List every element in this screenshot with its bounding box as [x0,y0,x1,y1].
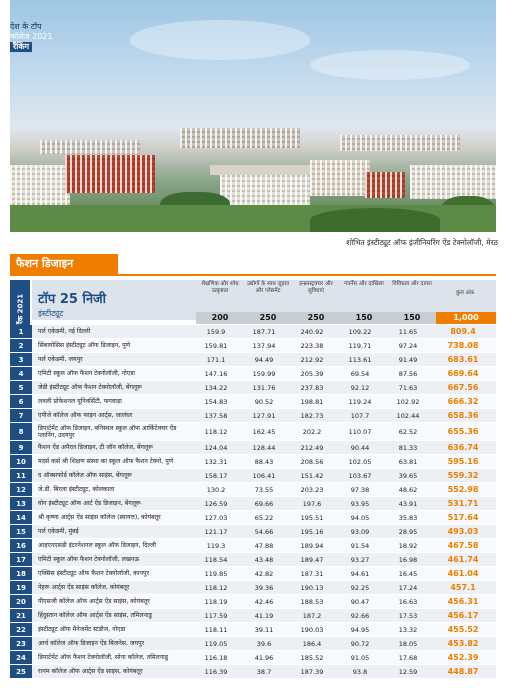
score-cell: 195.16 [300,527,324,536]
score-cell: 119.85 [204,569,228,578]
tag-line-1: देश के टॉप [10,22,42,31]
score-cell: 18.05 [398,639,418,648]
ranking-table [10,325,496,679]
score-cell: 186.4 [302,639,322,648]
score-cell: 93.27 [350,555,370,564]
score-cell: 198.81 [300,397,324,406]
table-row [10,637,496,651]
score-cell: 106.41 [252,471,276,480]
column-header: इन्फ्रास्ट्रक्चर और सुविधाएं [299,281,333,294]
total-score: 738.08 [447,341,479,350]
score-cell: 93.95 [350,499,370,508]
score-cell: 42.82 [254,569,274,578]
score-cell: 151.42 [300,471,324,480]
column-header: कुल अंक [455,290,475,296]
score-cell: 182.73 [300,411,324,420]
total-score: 667.56 [447,383,479,392]
score-cell: 118.19 [204,597,228,606]
institute-name: पर्ल एकेडमी, मुंबई [38,528,79,535]
score-cell: 92.25 [350,583,370,592]
score-cell: 16.45 [398,569,418,578]
institute-name: लवली प्रोफेशनल यूनिवर्सिटी, फगवाड़ा [38,398,122,405]
max-marks: 250 [259,313,277,322]
total-score: 448.87 [447,667,479,676]
rank-cell: 5 [10,381,32,394]
table-row [10,595,496,609]
score-cell: 130.2 [206,485,226,494]
table-row [10,325,496,339]
score-cell: 102.05 [348,457,372,466]
institute-name: हिंदुस्तान कॉलेज ऑफ आर्ट्स ऐंड साइंस, तमिलनाडु [38,612,152,619]
table-row [10,353,496,367]
table-row [10,623,496,637]
table-row [10,339,496,353]
score-cell: 91.05 [350,653,370,662]
score-cell: 69.66 [254,499,274,508]
building [10,165,70,207]
building [180,128,300,148]
score-cell: 128.44 [252,443,276,452]
total-score: 655.36 [447,427,479,436]
institute-name: श्री कृष्णा आर्ट्स ऐंड साइंस कॉलेज (स्वायत्त), कोयंबतूर [38,514,161,521]
score-cell: 16.98 [398,555,418,564]
ranking-tag [10,22,52,52]
score-cell: 11.65 [398,327,418,336]
score-cell: 47.88 [254,541,274,550]
institute-name: आइएनएसडी इंटरनेशनल स्कूल ऑफ डिजाइन, दिल्ली [38,542,157,549]
score-cell: 131.76 [252,383,276,392]
table-row [10,455,496,469]
institute-name: डिपार्टमेंट ऑफ फैशन टेक्नोलॉजी, सोना कॉलेज, तमिलनाडु [38,654,169,661]
institute-name: डिपार्टमेंट ऑफ डिजाइन, बनिस्थल स्कूल ऑफ आर्किटेक्चर ऐंड प्लानिंग, उदयपुर [38,424,177,439]
score-cell: 92.66 [350,611,370,620]
score-cell: 93.09 [350,527,370,536]
table-row [10,539,496,553]
score-cell: 121.17 [204,527,228,536]
score-cell: 107.7 [350,411,370,420]
rank-cell: 12 [10,483,32,496]
max-marks: 250 [307,313,325,322]
score-cell: 94.95 [350,625,370,634]
column-header: उद्योगों के साथ जुड़ाव और प्लेसमेंट [246,281,290,294]
total-score: 669.64 [447,369,479,378]
score-cell: 223.38 [300,341,324,350]
score-cell: 69.54 [350,369,370,378]
score-cell: 43.48 [254,555,274,564]
rank-cell: 18 [10,567,32,580]
rank-cell: 15 [10,525,32,538]
score-cell: 158.17 [204,471,228,480]
score-cell: 71.63 [398,383,418,392]
score-cell: 237.83 [300,383,324,392]
total-score: 517.64 [447,513,479,522]
score-cell: 197.6 [302,499,322,508]
column-header: गवर्नेंस और दाखिला [344,281,384,287]
score-cell: 189.94 [300,541,324,550]
score-cell: 188.53 [300,597,324,606]
institute-name: इंस्टीट्यूट ऑफ मैनेजमेंट स्टडीज, नोएडा [38,626,126,633]
score-cell: 42.46 [254,597,274,606]
institute-name: सिंबायोसिस इंस्टीट्यूट ऑफ डिजाइन, पुणे [38,342,131,349]
total-score: 531.71 [447,499,479,508]
rank-cell: 21 [10,609,32,622]
score-cell: 90.47 [350,597,370,606]
max-marks-total: 1,000 [436,312,496,324]
trees [310,208,440,232]
total-score: 809.4 [450,327,476,336]
table-row [10,395,496,409]
table-row [10,409,496,423]
institute-name: रत्नम कॉलेज ऑफ आर्ट्स ऐंड साइंस, कोयंबतूर [38,668,143,675]
score-cell: 162.45 [252,427,276,436]
table-row [10,483,496,497]
total-score: 467.58 [447,541,479,550]
score-cell: 54.66 [254,527,274,536]
score-cell: 88.43 [254,457,274,466]
score-cell: 116.18 [204,653,228,662]
table-row [10,441,496,455]
score-cell: 187.2 [302,611,322,620]
score-cell: 189.47 [300,555,324,564]
rank-cell: 16 [10,539,32,552]
score-cell: 48.62 [398,485,418,494]
score-cell: 187.39 [300,667,324,676]
score-cell: 35.83 [398,513,418,522]
score-cell: 16.63 [398,597,418,606]
score-cell: 97.24 [398,341,418,350]
building [310,160,370,196]
total-score: 456.17 [447,611,479,620]
score-cell: 87.56 [398,369,418,378]
score-cell: 185.52 [300,653,324,662]
rank-cell: 13 [10,497,32,510]
total-score: 453.82 [447,639,479,648]
building [340,135,460,151]
institute-name: एमिटी स्कूल ऑफ फैशन टेक्नोलॉजी, लखनऊ [38,556,140,563]
table-title: टॉप 25 निजी [38,292,107,307]
rank-cell: 1 [10,325,32,338]
rank-cell: 14 [10,511,32,524]
total-score: 455.52 [447,625,479,634]
side-label: रैंक 2021 [10,280,30,338]
institute-name: मदर्स कर्स श्री शिक्षण संस्था का स्कूल ऑफ फैशन टेक्नो, पुणे [38,458,174,465]
rank-cell: 24 [10,651,32,664]
total-score: 461.04 [447,569,479,578]
score-cell: 62.52 [398,427,418,436]
tag-line-2: कॉलेज 2021 [10,32,53,41]
score-cell: 154.83 [204,397,228,406]
rank-cell: 9 [10,441,32,454]
institute-name: नेहरू आर्ट्स ऐंड साइंस कॉलेज, कोयंबतूर [38,584,130,591]
score-cell: 113.61 [348,355,372,364]
cloud [310,50,470,80]
score-cell: 93.8 [352,667,368,676]
score-cell: 39.6 [256,639,272,648]
score-cell: 12.59 [398,667,418,676]
total-score: 452.39 [447,653,479,662]
score-cell: 41.19 [254,611,274,620]
table-subtitle: इंस्टीट्यूट [38,309,64,318]
institute-name: पर्ल एकेडमी, नई दिल्ली [38,328,91,335]
total-score: 552.98 [447,485,479,494]
score-cell: 137.94 [252,341,276,350]
rank-cell: 10 [10,455,32,468]
photo-caption: शोभित इंस्टीट्यूट ऑफ इंजीनियरिंग ऐंड टेक्नोलॉजी, मेरठ [346,238,498,247]
score-cell: 159.99 [252,369,276,378]
column-header: विविधता और दायरा [392,281,432,287]
score-cell: 205.39 [300,369,324,378]
score-cell: 212.92 [300,355,324,364]
score-cell: 147.16 [204,369,228,378]
score-cell: 91.49 [398,355,418,364]
score-cell: 127.91 [252,411,276,420]
score-cell: 97.38 [350,485,370,494]
score-cell: 119.3 [206,541,226,550]
score-cell: 94.05 [350,513,370,522]
score-cell: 39.65 [398,471,418,480]
rank-cell: 8 [10,423,32,440]
total-score: 457.1 [450,583,476,592]
table-row [10,511,496,525]
total-score: 658.36 [447,411,479,420]
campus-photo [10,0,496,232]
total-score: 683.61 [447,355,479,364]
total-score: 456.31 [447,597,479,606]
score-cell: 127.03 [204,513,228,522]
score-cell: 118.12 [204,583,228,592]
table-row [10,609,496,623]
rank-cell: 2 [10,339,32,352]
score-cell: 90.72 [350,639,370,648]
tag-line-3: रैंकिंग [10,42,32,52]
score-cell: 91.54 [350,541,370,550]
table-row [10,525,496,539]
table-row [10,367,496,381]
score-cell: 90.52 [254,397,274,406]
score-cell: 202.2 [302,427,322,436]
score-cell: 119.24 [348,397,372,406]
institute-name: फैशन ऐंड अपैरल डिजाइन, टी जॉन कॉलेज, बेंगलूरू [38,444,153,451]
score-cell: 17.24 [398,583,418,592]
score-cell: 118.11 [204,625,228,634]
score-cell: 195.51 [300,513,324,522]
total-score: 461.74 [447,555,479,564]
score-cell: 240.92 [300,327,324,336]
rank-cell: 19 [10,581,32,594]
score-cell: 94.49 [254,355,274,364]
rank-cell: 3 [10,353,32,366]
roof [210,165,320,175]
score-cell: 203.23 [300,485,324,494]
max-marks: 200 [211,313,229,322]
max-marks: 150 [355,313,373,322]
rank-cell: 11 [10,469,32,482]
score-cell: 81.33 [398,443,418,452]
table-row [10,651,496,665]
score-cell: 119.05 [204,639,228,648]
score-cell: 212.49 [300,443,324,452]
score-cell: 171.1 [206,355,226,364]
score-cell: 159.81 [204,341,228,350]
score-cell: 109.22 [348,327,372,336]
score-cell: 190.13 [300,583,324,592]
table-row [10,553,496,567]
score-cell: 102.44 [396,411,420,420]
institute-name: पर्ल एकेडमी, जयपुर [38,356,83,363]
institute-name: जे.डी. बिरला इंस्टीट्यूट, कोलकाता [38,486,115,493]
score-cell: 92.12 [350,383,370,392]
score-cell: 132.31 [204,457,228,466]
institute-name: एमिटी स्कूल ऑफ फैशन टेक्नोलॉजी, नोएडा [38,370,136,377]
table-row [10,665,496,679]
score-cell: 18.92 [398,541,418,550]
total-score: 559.32 [447,471,479,480]
score-cell: 39.11 [254,625,274,634]
institute-name: वोग इंस्टीट्यूट ऑफ आर्ट ऐंड डिजाइन, बेंगलूरू [38,500,141,507]
score-cell: 187.71 [252,327,276,336]
score-cell: 17.53 [398,611,418,620]
score-cell: 102.92 [396,397,420,406]
score-cell: 187.31 [300,569,324,578]
rank-cell: 4 [10,367,32,380]
score-cell: 134.22 [204,383,228,392]
rank-cell: 25 [10,665,32,678]
score-cell: 126.59 [204,499,228,508]
rank-cell: 20 [10,595,32,608]
institute-name: द ऑक्सफोर्ड कॉलेज ऑफ साइंस, बेंगलूरू [38,472,132,479]
score-cell: 39.36 [254,583,274,592]
rank-cell: 17 [10,553,32,566]
table-row [10,497,496,511]
table-title-block [38,288,106,319]
score-cell: 208.56 [300,457,324,466]
section-divider [10,274,496,276]
score-cell: 110.07 [348,427,372,436]
institute-name: आर्च कॉलेज ऑफ डिजाइन ऐंड बिजनेस, जयपुर [38,640,145,647]
score-cell: 13.32 [398,625,418,634]
table-row [10,581,496,595]
score-cell: 28.95 [398,527,418,536]
total-score: 493.03 [447,527,479,536]
score-cell: 119.71 [348,341,372,350]
building [40,140,140,154]
score-cell: 137.58 [204,411,228,420]
score-cell: 190.03 [300,625,324,634]
rank-cell: 7 [10,409,32,422]
table-row [10,381,496,395]
building [365,172,405,198]
institute-name: एपीजे कॉलेज ऑफ फाइन आर्ट्स, जालंधर [38,412,133,419]
score-cell: 116.39 [204,667,228,676]
score-cell: 65.22 [254,513,274,522]
score-cell: 118.54 [204,555,228,564]
rank-cell: 22 [10,623,32,636]
section-title: फैशन डिजाइन [10,254,118,274]
score-cell: 103.67 [348,471,372,480]
table-row [10,469,496,483]
building [65,155,155,193]
score-cell: 63.81 [398,457,418,466]
column-header: शैक्षणिक और शोध उत्कृष्टता [201,281,239,294]
institute-name: पीएसजी कॉलेज ऑफ आर्ट्स ऐंड साइंस, कोयंबतूर [38,598,150,605]
score-cell: 38.7 [256,667,272,676]
score-cell: 73.55 [254,485,274,494]
score-cell: 159.9 [206,327,226,336]
rank-cell: 23 [10,637,32,650]
score-cell: 124.04 [204,443,228,452]
rank-cell: 6 [10,395,32,408]
score-cell: 43.91 [398,499,418,508]
score-cell: 94.61 [350,569,370,578]
building [410,165,496,199]
score-cell: 41.96 [254,653,274,662]
total-score: 636.74 [447,443,479,452]
score-cell: 118.12 [204,427,228,436]
cloud [130,20,310,60]
table-row [10,567,496,581]
score-cell: 90.44 [350,443,370,452]
score-cell: 117.59 [204,611,228,620]
max-marks: 150 [403,313,421,322]
total-score: 595.16 [447,457,479,466]
total-score: 666.32 [447,397,479,406]
institute-name: जेडी इंस्टीट्यूट ऑफ फैशन टेक्नोलॉजी, बेंगलूरू [38,384,142,391]
table-row [10,423,496,441]
score-cell: 17.68 [398,653,418,662]
institute-name: एक्सिस इंस्टीट्यूट ऑफ फैशन टेक्नोलॉजी, कानपुर [38,570,149,577]
